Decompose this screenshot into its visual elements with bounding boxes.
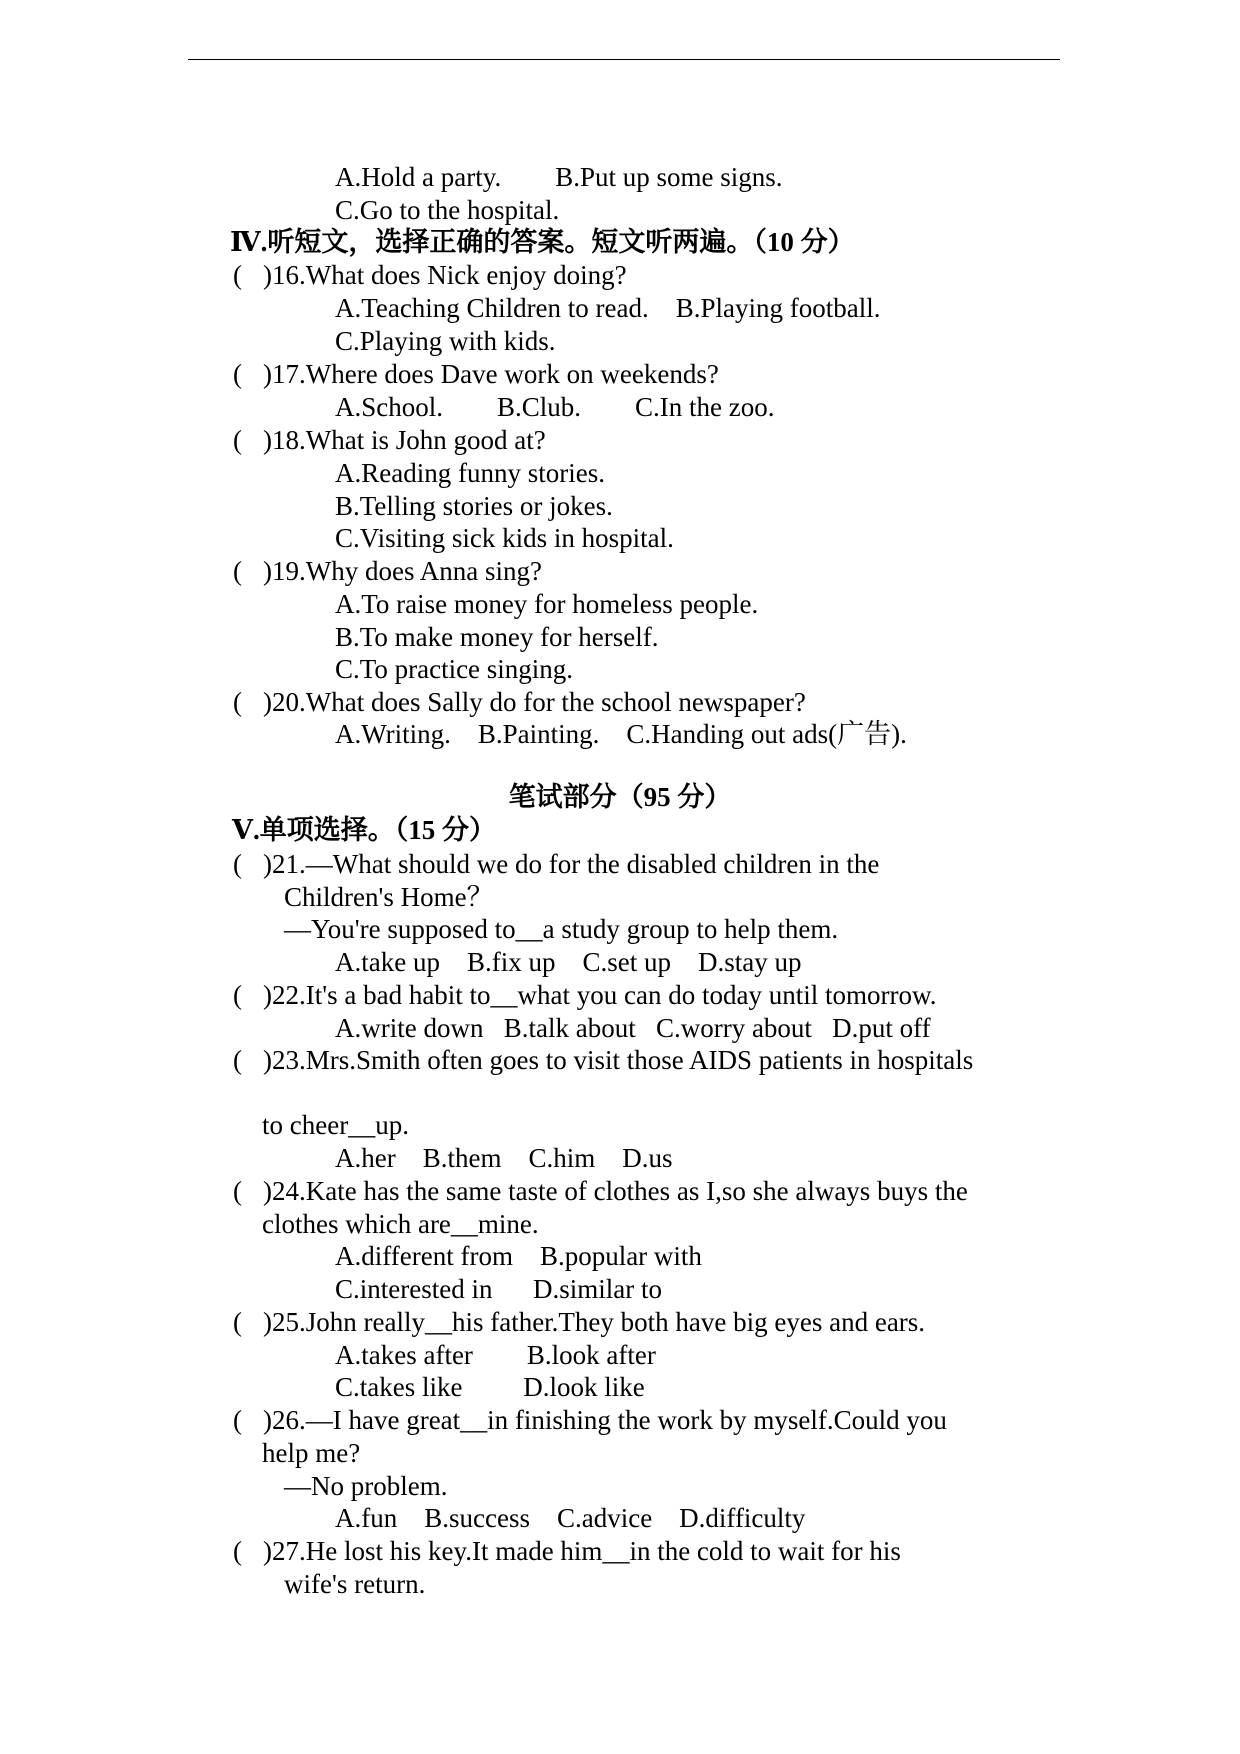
q22-options: A.write down B.talk about C.worry about D.put off xyxy=(335,1013,931,1043)
written-part-title: 笔试部分（95 分） xyxy=(508,782,732,812)
section-5-heading: Ⅴ.单项选择。（15 分） xyxy=(232,815,496,845)
q19-option-line: A.To raise money for homeless people. xyxy=(335,589,759,619)
answer-blank-paren: ( xyxy=(233,425,242,455)
answer-blank-paren: ( xyxy=(233,260,242,290)
answer-blank-paren: ( xyxy=(233,1536,242,1566)
q25-options-line1: A.takes after B.look after xyxy=(335,1340,656,1370)
answer-blank-paren: ( xyxy=(233,1176,242,1206)
question-stem: )16.What does Nick enjoy doing? xyxy=(263,260,627,290)
q26-reply: —No problem. xyxy=(284,1471,448,1501)
question-stem: )22.It's a bad habit to__what you can do today until tomorrow. xyxy=(263,980,937,1010)
q18-option-line: C.Visiting sick kids in hospital. xyxy=(335,523,674,553)
q18-option-line: A.Reading funny stories. xyxy=(335,458,605,488)
q17-option-line: A.School. B.Club. C.In the zoo. xyxy=(335,392,775,422)
q23-stem-continuation: to cheer__up. xyxy=(262,1110,409,1140)
question-stem: )27.He lost his key.It made him__in the cold to wait for his xyxy=(263,1536,901,1566)
q24-stem-continuation: clothes which are__mine. xyxy=(262,1209,539,1239)
q21-options: A.take up B.fix up C.set up D.stay up xyxy=(335,947,802,977)
q15-options-line1: A.Hold a party. B.Put up some signs. xyxy=(335,162,783,192)
question-stem: )24.Kate has the same taste of clothes as I,so she always buys the xyxy=(263,1176,968,1206)
answer-blank-paren: ( xyxy=(233,359,242,389)
answer-blank-paren: ( xyxy=(233,980,242,1010)
q23-options: A.her B.them C.him D.us xyxy=(335,1143,673,1173)
question-stem: )18.What is John good at? xyxy=(263,425,546,455)
section-4-heading: Ⅳ.听短文，选择正确的答案。短文听两遍。（10 分） xyxy=(230,227,855,257)
q26-options: A.fun B.success C.advice D.difficulty xyxy=(335,1503,806,1533)
answer-blank-paren: ( xyxy=(233,556,242,586)
q16-option-line: A.Teaching Children to read. B.Playing football. xyxy=(335,293,881,323)
q27-stem-continuation: wife's return. xyxy=(284,1569,426,1599)
q15-options-line2: C.Go to the hospital. xyxy=(335,195,560,225)
q24-options-line1: A.different from B.popular with xyxy=(335,1241,702,1271)
answer-blank-paren: ( xyxy=(233,1045,242,1075)
q25-options-line2: C.takes like D.look like xyxy=(335,1372,645,1402)
q16-option-line: C.Playing with kids. xyxy=(335,326,556,356)
question-stem: )26.—I have great__in finishing the work by myself.Could you xyxy=(263,1405,947,1435)
question-stem: )25.John really__his father.They both have big eyes and ears. xyxy=(263,1307,926,1337)
q19-option-line: C.To practice singing. xyxy=(335,654,574,684)
q19-option-line: B.To make money for herself. xyxy=(335,622,659,652)
q26-stem-continuation: help me? xyxy=(262,1438,361,1468)
question-stem: )19.Why does Anna sing? xyxy=(263,556,542,586)
answer-blank-paren: ( xyxy=(233,687,242,717)
question-stem: )20.What does Sally do for the school newspaper? xyxy=(263,687,806,717)
q21-reply: —You're supposed to__a study group to help them. xyxy=(284,914,839,944)
question-stem: )23.Mrs.Smith often goes to visit those AIDS patients in hospitals xyxy=(263,1045,974,1075)
q24-options-line2: C.interested in D.similar to xyxy=(335,1274,662,1304)
header-rule xyxy=(188,59,1060,60)
answer-blank-paren: ( xyxy=(233,1405,242,1435)
answer-blank-paren: ( xyxy=(233,1307,242,1337)
q21-stem-continuation: Children's Home？ xyxy=(284,882,494,912)
question-stem: )21.—What should we do for the disabled children in the xyxy=(263,849,880,879)
q18-option-line: B.Telling stories or jokes. xyxy=(335,491,613,521)
answer-blank-paren: ( xyxy=(233,849,242,879)
q20-option-line: A.Writing. B.Painting. C.Handing out ads(广告). xyxy=(335,719,907,749)
question-stem: )17.Where does Dave work on weekends? xyxy=(263,359,719,389)
